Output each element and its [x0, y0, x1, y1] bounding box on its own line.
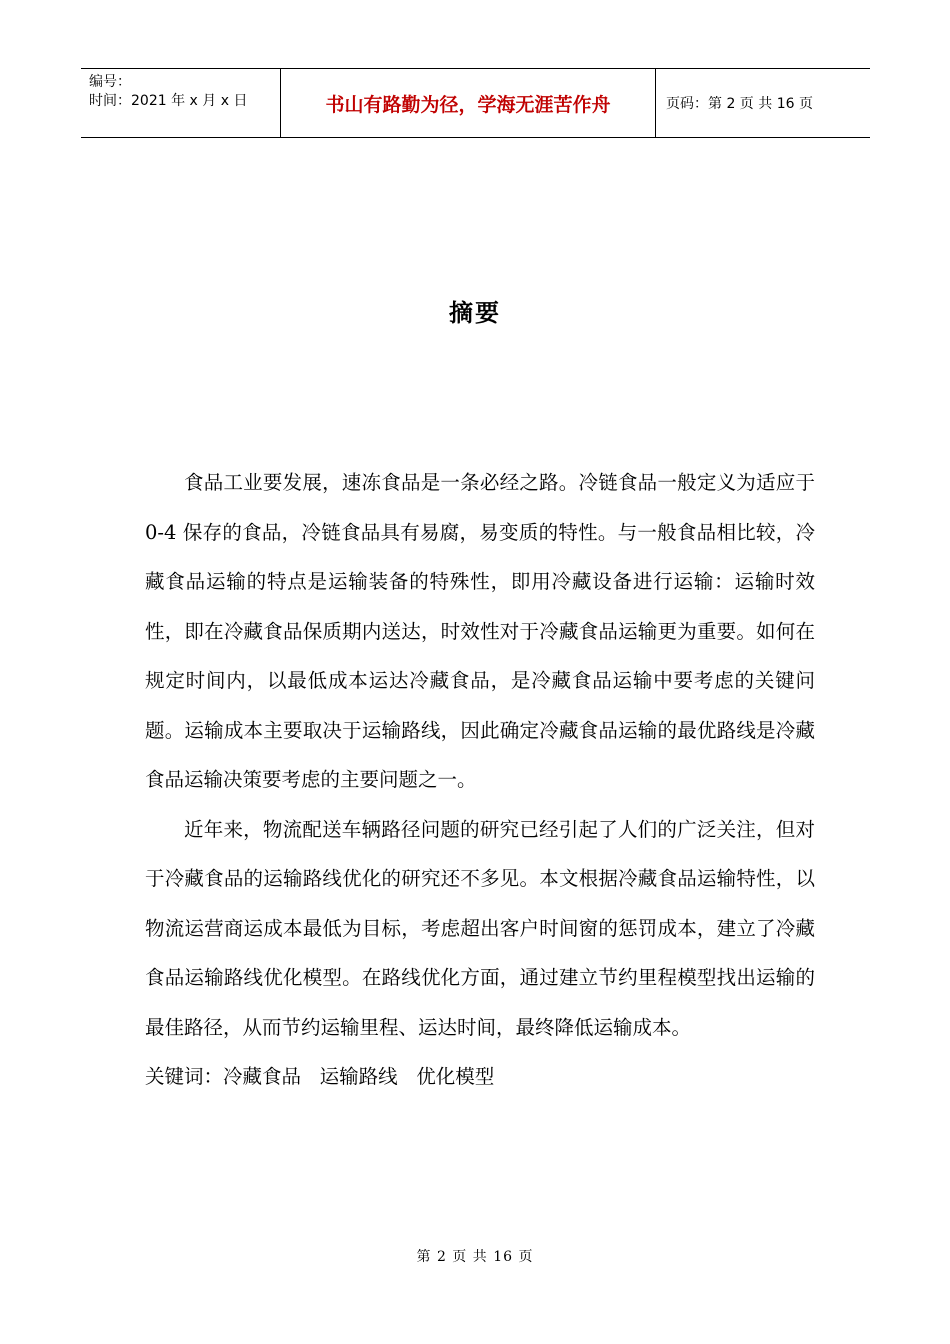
abstract-paragraph-1: 食品工业要发展，速冻食品是一条必经之路。冷链食品一般定义为适应于 0-4 保存的食品，冷链食品具有易腐，易变质的特性。与一般食品相比较，冷藏食品运输的特点是运输装备的特殊性，即用冷藏设备进行运输：运输时效性，即在冷藏食品保质期内送达，时效性对于冷藏食品运输更为重要。如何在规定时间内，以最低成本运达冷藏食品，是冷藏食品运输中要考虑的关键问题。运输成本主要取决于运输路线，因此确定冷藏食品运输的最优路线是冷藏食品运输决策要考虑的主要问题之一。 [145, 471, 815, 791]
page-title: 摘要 [449, 298, 501, 327]
keywords-line: 关键词：冷藏食品 运输路线 优化模型 [145, 1065, 495, 1088]
document-number-label: 编号： [89, 74, 131, 90]
header-motto: 书山有路勤为径，学海无涯苦作舟 [281, 69, 656, 137]
header-meta [81, 69, 281, 137]
page-footer: 第 2 页 共 16 页 [416, 1249, 534, 1265]
abstract-paragraph-2: 近年来，物流配送车辆路径问题的研究已经引起了人们的广泛关注，但对于冷藏食品的运输路线优化的研究还不多见。本文根据冷藏食品运输特性，以物流运营商运成本最低为目标，考虑超出客户时间窗的惩罚成本，建立了冷藏食品运输路线优化模型。在路线优化方面，通过建立节约里程模型找出运输的最佳路径，从而节约运输里程、运达时间，最终降低运输成本。 [145, 817, 815, 1039]
page-header [81, 68, 870, 138]
document-date: 时间：2021 年 x 月 x 日 [89, 93, 248, 109]
abstract-body [145, 458, 815, 1102]
header-page-info: 页码：第 2 页 共 16 页 [666, 96, 813, 112]
